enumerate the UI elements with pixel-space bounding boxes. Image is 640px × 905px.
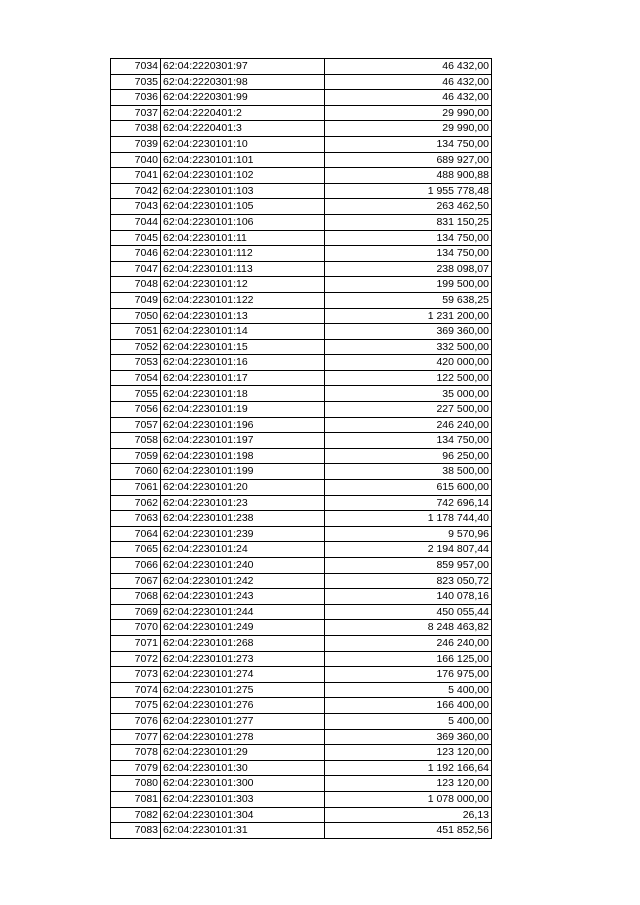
cadastral-value-cell: 38 500,00 — [325, 464, 492, 480]
cadastral-number-cell: 62:04:2220301:97 — [161, 59, 325, 75]
row-number-cell: 7059 — [111, 448, 161, 464]
table-row — [111, 698, 492, 714]
row-number-cell: 7074 — [111, 682, 161, 698]
row-number-cell: 7069 — [111, 604, 161, 620]
cadastral-number-cell: 62:04:2230101:31 — [161, 823, 325, 839]
table-row — [111, 713, 492, 729]
row-number-cell: 7037 — [111, 105, 161, 121]
cadastral-value-cell: 488 900,88 — [325, 168, 492, 184]
table-row — [111, 230, 492, 246]
cadastral-number-cell: 62:04:2230101:17 — [161, 370, 325, 386]
cadastral-number-cell: 62:04:2230101:103 — [161, 183, 325, 199]
cadastral-value-cell: 8 248 463,82 — [325, 620, 492, 636]
table-row — [111, 370, 492, 386]
table-row — [111, 152, 492, 168]
cadastral-number-cell: 62:04:2230101:273 — [161, 651, 325, 667]
cadastral-number-cell: 62:04:2230101:23 — [161, 495, 325, 511]
cadastral-value-cell: 96 250,00 — [325, 448, 492, 464]
cadastral-value-cell: 227 500,00 — [325, 402, 492, 418]
row-number-cell: 7079 — [111, 760, 161, 776]
cadastral-value-table — [110, 58, 492, 839]
row-number-cell: 7065 — [111, 542, 161, 558]
cadastral-number-cell: 62:04:2230101:13 — [161, 308, 325, 324]
row-number-cell: 7048 — [111, 277, 161, 293]
row-number-cell: 7056 — [111, 402, 161, 418]
cadastral-number-cell: 62:04:2230101:198 — [161, 448, 325, 464]
cadastral-value-cell: 1 192 166,64 — [325, 760, 492, 776]
row-number-cell: 7071 — [111, 635, 161, 651]
table-row — [111, 355, 492, 371]
row-number-cell: 7067 — [111, 573, 161, 589]
cadastral-number-cell: 62:04:2230101:101 — [161, 152, 325, 168]
row-number-cell: 7051 — [111, 324, 161, 340]
cadastral-value-cell: 369 360,00 — [325, 729, 492, 745]
row-number-cell: 7057 — [111, 417, 161, 433]
cadastral-number-cell: 62:04:2230101:105 — [161, 199, 325, 215]
cadastral-value-cell: 29 990,00 — [325, 121, 492, 137]
table-row — [111, 495, 492, 511]
row-number-cell: 7042 — [111, 183, 161, 199]
table-row — [111, 511, 492, 527]
cadastral-number-cell: 62:04:2230101:199 — [161, 464, 325, 480]
cadastral-number-cell: 62:04:2230101:112 — [161, 246, 325, 262]
row-number-cell: 7044 — [111, 214, 161, 230]
row-number-cell: 7075 — [111, 698, 161, 714]
row-number-cell: 7049 — [111, 292, 161, 308]
row-number-cell: 7035 — [111, 74, 161, 90]
cadastral-number-cell: 62:04:2230101:238 — [161, 511, 325, 527]
cadastral-value-cell: 823 050,72 — [325, 573, 492, 589]
cadastral-number-cell: 62:04:2230101:11 — [161, 230, 325, 246]
table-row — [111, 635, 492, 651]
cadastral-value-cell: 238 098,07 — [325, 261, 492, 277]
table-row — [111, 433, 492, 449]
cadastral-value-cell: 450 055,44 — [325, 604, 492, 620]
cadastral-number-cell: 62:04:2220301:98 — [161, 74, 325, 90]
table-row — [111, 480, 492, 496]
cadastral-number-cell: 62:04:2230101:274 — [161, 667, 325, 683]
row-number-cell: 7055 — [111, 386, 161, 402]
row-number-cell: 7081 — [111, 791, 161, 807]
table-row — [111, 807, 492, 823]
table-body — [111, 59, 492, 839]
cadastral-value-cell: 1 178 744,40 — [325, 511, 492, 527]
cadastral-value-cell: 246 240,00 — [325, 417, 492, 433]
row-number-cell: 7046 — [111, 246, 161, 262]
table-row — [111, 464, 492, 480]
cadastral-number-cell: 62:04:2230101:300 — [161, 776, 325, 792]
table-row — [111, 136, 492, 152]
table-row — [111, 168, 492, 184]
cadastral-number-cell: 62:04:2230101:278 — [161, 729, 325, 745]
cadastral-value-cell: 140 078,16 — [325, 589, 492, 605]
table-row — [111, 105, 492, 121]
row-number-cell: 7078 — [111, 745, 161, 761]
row-number-cell: 7072 — [111, 651, 161, 667]
cadastral-value-cell: 9 570,96 — [325, 526, 492, 542]
table-row — [111, 682, 492, 698]
table-row — [111, 90, 492, 106]
row-number-cell: 7038 — [111, 121, 161, 137]
table-row — [111, 651, 492, 667]
table-row — [111, 199, 492, 215]
row-number-cell: 7058 — [111, 433, 161, 449]
cadastral-number-cell: 62:04:2230101:304 — [161, 807, 325, 823]
cadastral-number-cell: 62:04:2230101:30 — [161, 760, 325, 776]
cadastral-number-cell: 62:04:2230101:19 — [161, 402, 325, 418]
cadastral-value-cell: 134 750,00 — [325, 230, 492, 246]
row-number-cell: 7070 — [111, 620, 161, 636]
table-row — [111, 620, 492, 636]
row-number-cell: 7034 — [111, 59, 161, 75]
table-row — [111, 417, 492, 433]
cadastral-number-cell: 62:04:2230101:106 — [161, 214, 325, 230]
cadastral-value-cell: 166 400,00 — [325, 698, 492, 714]
row-number-cell: 7054 — [111, 370, 161, 386]
row-number-cell: 7080 — [111, 776, 161, 792]
row-number-cell: 7062 — [111, 495, 161, 511]
table-row — [111, 589, 492, 605]
cadastral-value-cell: 134 750,00 — [325, 246, 492, 262]
cadastral-value-cell: 59 638,25 — [325, 292, 492, 308]
cadastral-number-cell: 62:04:2220401:2 — [161, 105, 325, 121]
cadastral-number-cell: 62:04:2230101:18 — [161, 386, 325, 402]
row-number-cell: 7076 — [111, 713, 161, 729]
table-row — [111, 277, 492, 293]
cadastral-number-cell: 62:04:2230101:243 — [161, 589, 325, 605]
cadastral-value-cell: 1 955 778,48 — [325, 183, 492, 199]
cadastral-number-cell: 62:04:2220301:99 — [161, 90, 325, 106]
table-row — [111, 573, 492, 589]
table-row — [111, 386, 492, 402]
cadastral-value-cell: 134 750,00 — [325, 433, 492, 449]
cadastral-value-cell: 263 462,50 — [325, 199, 492, 215]
table-row — [111, 214, 492, 230]
cadastral-value-cell: 332 500,00 — [325, 339, 492, 355]
cadastral-number-cell: 62:04:2230101:244 — [161, 604, 325, 620]
table-row — [111, 74, 492, 90]
cadastral-value-cell: 369 360,00 — [325, 324, 492, 340]
cadastral-number-cell: 62:04:2230101:16 — [161, 355, 325, 371]
cadastral-value-cell: 29 990,00 — [325, 105, 492, 121]
cadastral-number-cell: 62:04:2230101:122 — [161, 292, 325, 308]
row-number-cell: 7040 — [111, 152, 161, 168]
cadastral-number-cell: 62:04:2230101:249 — [161, 620, 325, 636]
table-row — [111, 339, 492, 355]
cadastral-value-cell: 1 078 000,00 — [325, 791, 492, 807]
cadastral-number-cell: 62:04:2230101:303 — [161, 791, 325, 807]
cadastral-value-cell: 742 696,14 — [325, 495, 492, 511]
cadastral-number-cell: 62:04:2230101:242 — [161, 573, 325, 589]
cadastral-value-cell: 35 000,00 — [325, 386, 492, 402]
cadastral-value-cell: 176 975,00 — [325, 667, 492, 683]
row-number-cell: 7039 — [111, 136, 161, 152]
cadastral-value-cell: 5 400,00 — [325, 682, 492, 698]
table-row — [111, 308, 492, 324]
cadastral-number-cell: 62:04:2230101:29 — [161, 745, 325, 761]
cadastral-number-cell: 62:04:2230101:20 — [161, 480, 325, 496]
cadastral-number-cell: 62:04:2230101:276 — [161, 698, 325, 714]
cadastral-value-cell: 134 750,00 — [325, 136, 492, 152]
table-row — [111, 526, 492, 542]
row-number-cell: 7060 — [111, 464, 161, 480]
table-row — [111, 823, 492, 839]
cadastral-value-cell: 46 432,00 — [325, 74, 492, 90]
row-number-cell: 7083 — [111, 823, 161, 839]
table-row — [111, 604, 492, 620]
row-number-cell: 7041 — [111, 168, 161, 184]
table-row — [111, 324, 492, 340]
cadastral-value-cell: 5 400,00 — [325, 713, 492, 729]
table-row — [111, 59, 492, 75]
row-number-cell: 7043 — [111, 199, 161, 215]
table-row — [111, 729, 492, 745]
row-number-cell: 7050 — [111, 308, 161, 324]
cadastral-value-cell: 46 432,00 — [325, 59, 492, 75]
row-number-cell: 7036 — [111, 90, 161, 106]
cadastral-value-cell: 615 600,00 — [325, 480, 492, 496]
row-number-cell: 7073 — [111, 667, 161, 683]
cadastral-number-cell: 62:04:2230101:12 — [161, 277, 325, 293]
table-row — [111, 261, 492, 277]
cadastral-number-cell: 62:04:2230101:15 — [161, 339, 325, 355]
row-number-cell: 7045 — [111, 230, 161, 246]
table-row — [111, 558, 492, 574]
table-row — [111, 667, 492, 683]
cadastral-value-cell: 166 125,00 — [325, 651, 492, 667]
row-number-cell: 7053 — [111, 355, 161, 371]
cadastral-number-cell: 62:04:2230101:102 — [161, 168, 325, 184]
cadastral-value-cell: 26,13 — [325, 807, 492, 823]
table-row — [111, 542, 492, 558]
row-number-cell: 7061 — [111, 480, 161, 496]
cadastral-number-cell: 62:04:2230101:275 — [161, 682, 325, 698]
cadastral-number-cell: 62:04:2220401:3 — [161, 121, 325, 137]
table-row — [111, 246, 492, 262]
row-number-cell: 7063 — [111, 511, 161, 527]
table-row — [111, 402, 492, 418]
cadastral-value-cell: 689 927,00 — [325, 152, 492, 168]
cadastral-number-cell: 62:04:2230101:24 — [161, 542, 325, 558]
cadastral-value-cell: 420 000,00 — [325, 355, 492, 371]
cadastral-number-cell: 62:04:2230101:196 — [161, 417, 325, 433]
cadastral-value-cell: 451 852,56 — [325, 823, 492, 839]
cadastral-number-cell: 62:04:2230101:240 — [161, 558, 325, 574]
cadastral-value-cell: 199 500,00 — [325, 277, 492, 293]
cadastral-number-cell: 62:04:2230101:10 — [161, 136, 325, 152]
table-row — [111, 183, 492, 199]
row-number-cell: 7077 — [111, 729, 161, 745]
cadastral-value-cell: 46 432,00 — [325, 90, 492, 106]
cadastral-value-cell: 831 150,25 — [325, 214, 492, 230]
table-row — [111, 448, 492, 464]
cadastral-number-cell: 62:04:2230101:113 — [161, 261, 325, 277]
row-number-cell: 7052 — [111, 339, 161, 355]
cadastral-value-cell: 2 194 807,44 — [325, 542, 492, 558]
cadastral-number-cell: 62:04:2230101:277 — [161, 713, 325, 729]
table-row — [111, 292, 492, 308]
cadastral-value-cell: 123 120,00 — [325, 776, 492, 792]
table-row — [111, 760, 492, 776]
row-number-cell: 7064 — [111, 526, 161, 542]
cadastral-value-cell: 122 500,00 — [325, 370, 492, 386]
row-number-cell: 7047 — [111, 261, 161, 277]
cadastral-value-cell: 123 120,00 — [325, 745, 492, 761]
cadastral-value-cell: 1 231 200,00 — [325, 308, 492, 324]
cadastral-number-cell: 62:04:2230101:268 — [161, 635, 325, 651]
cadastral-number-cell: 62:04:2230101:197 — [161, 433, 325, 449]
cadastral-value-cell: 246 240,00 — [325, 635, 492, 651]
table-row — [111, 776, 492, 792]
table-row — [111, 745, 492, 761]
row-number-cell: 7082 — [111, 807, 161, 823]
table-row — [111, 791, 492, 807]
cadastral-value-cell: 859 957,00 — [325, 558, 492, 574]
row-number-cell: 7066 — [111, 558, 161, 574]
cadastral-number-cell: 62:04:2230101:239 — [161, 526, 325, 542]
table-row — [111, 121, 492, 137]
cadastral-number-cell: 62:04:2230101:14 — [161, 324, 325, 340]
row-number-cell: 7068 — [111, 589, 161, 605]
